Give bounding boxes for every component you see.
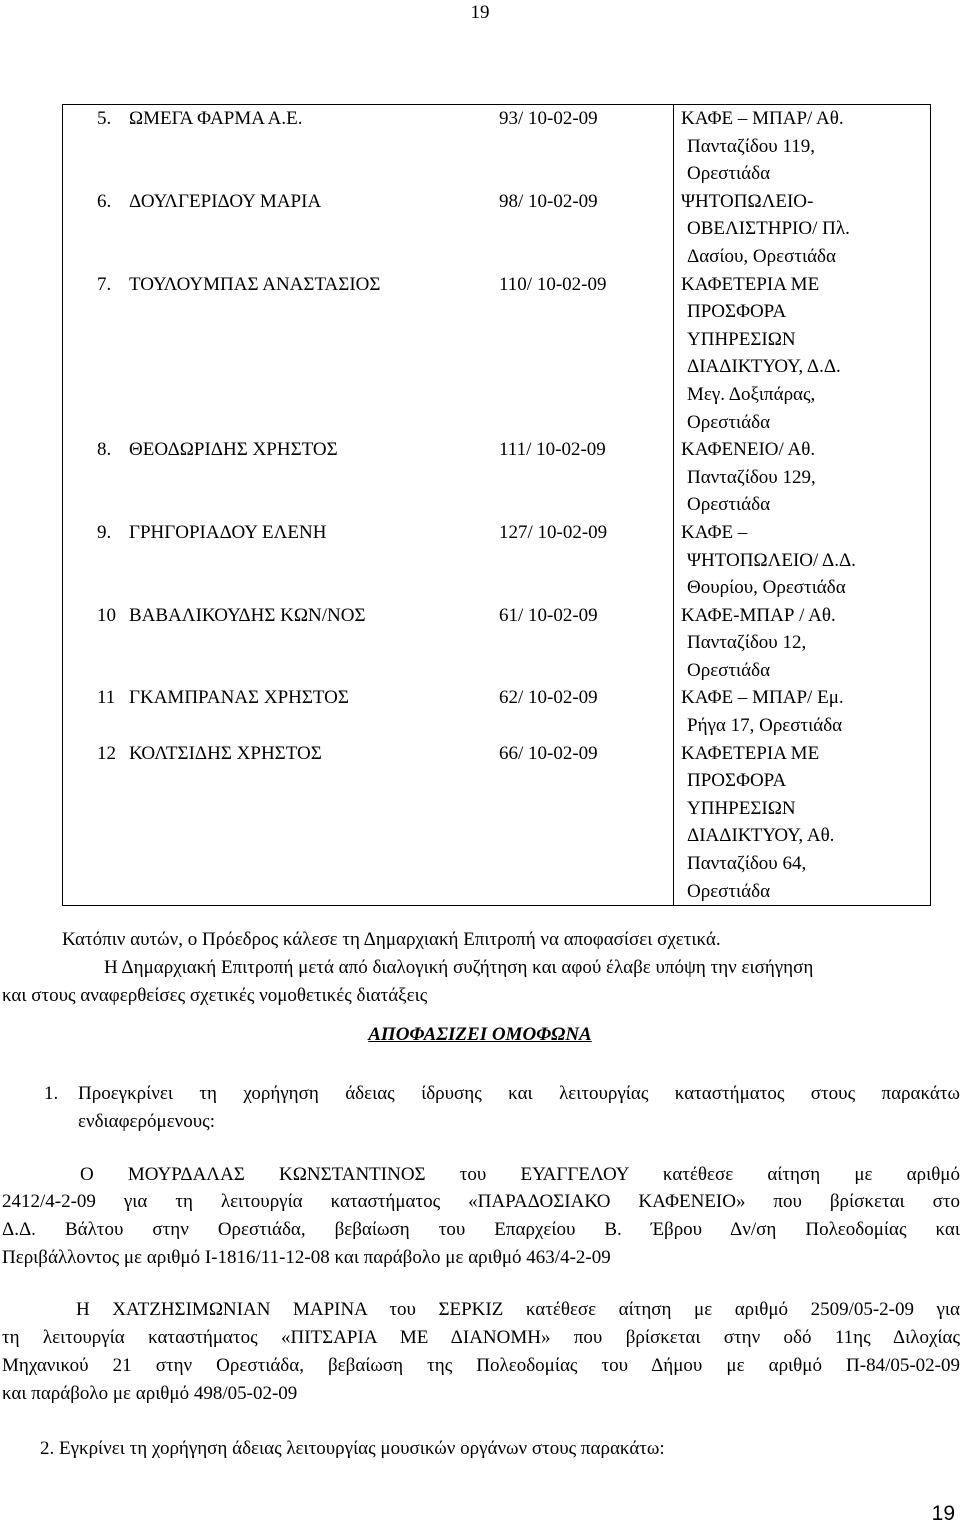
row-number: 11	[97, 687, 116, 709]
business-line: Ορεστιάδα	[687, 411, 771, 433]
business-line: Ορεστιάδα	[687, 880, 771, 902]
protocol-reference: 127/ 10-02-09	[499, 521, 608, 543]
business-description	[674, 684, 931, 739]
business-line: ΚΑΦΕΝΕΙΟ/ Αθ.	[681, 439, 816, 461]
business-line: ΚΑΦΕΤΕΡΙΑ ΜΕ	[681, 742, 820, 764]
business-line: ΠΡΟΣΦΟΡΑ	[687, 301, 787, 323]
applicant1-line2: 2412/4-2-09 για τη λειτουργία καταστήματος «ΠΑΡΑΔΟΣΙΑΚΟ ΚΑΦΕΝΕΙΟ» που βρίσκεται στο	[2, 1191, 960, 1212]
business-line: ΠΡΟΣΦΟΡΑ	[687, 770, 787, 792]
applicant1-line4: Περιβάλλοντος με αριθμό Ι-1816/11-12-08 και παράβολο με αριθμό 463/4-2-09	[2, 1247, 611, 1268]
protocol-reference: 66/ 10-02-09	[499, 742, 598, 764]
business-line: Ορεστιάδα	[687, 163, 771, 185]
business-line: Πανταζίδου 64,	[687, 853, 807, 875]
business-line: Ρήγα 17, Ορεστιάδα	[687, 715, 843, 737]
business-line: Πανταζίδου 12,	[687, 632, 807, 654]
protocol-reference: 111/ 10-02-09	[499, 439, 606, 461]
protocol-reference: 62/ 10-02-09	[499, 687, 598, 709]
table-row	[63, 602, 931, 685]
licenses-table	[62, 104, 931, 906]
applicant-name: ΔΟΥΛΓΕΡΙΔΟΥ ΜΑΡΙΑ	[129, 190, 322, 212]
applicant-name: ΚΟΛΤΣΙΔΗΣ ΧΡΗΣΤΟΣ	[129, 742, 322, 764]
table-row	[63, 684, 931, 739]
row-number: 9.	[97, 521, 112, 543]
business-line: ΚΑΦΕ – ΜΠΑΡ/ Εμ.	[681, 687, 844, 709]
business-line: ΔΙΑΔΙΚΤΥΟΥ, Δ.Δ.	[687, 356, 841, 378]
table-row	[63, 436, 931, 519]
row-number: 7.	[97, 273, 112, 295]
business-line: ΚΑΦΕ-ΜΠΑΡ / Αθ.	[681, 604, 836, 626]
table-row	[63, 188, 931, 271]
page-number-top: 19	[470, 2, 490, 23]
paragraph-committee-line1: Η Δημαρχιακή Επιτροπή μετά από διαλογική συζήτηση και αφού έλαβε υπόψη την εισήγηση	[104, 957, 814, 978]
table-row	[63, 271, 931, 437]
row-number: 12	[97, 742, 116, 764]
business-line: ΚΑΦΕΤΕΡΙΑ ΜΕ	[681, 273, 820, 295]
applicant2-line3: Μηχανικού 21 στην Ορεστιάδα, βεβαίωση της Πολεοδομίας του Δήμου με αριθμό Π-84/05-02-09	[2, 1355, 960, 1376]
business-line: Πανταζίδου 129,	[687, 466, 816, 488]
row-number: 6.	[97, 190, 112, 212]
applicant2-line2: τη λειτουργία καταστήματος «ΠΙΤΣΑΡΙΑ ΜΕ ΔΙΑΝΟΜΗ» που βρίσκεται στην οδό 11ης Διλοχίας	[2, 1327, 960, 1348]
item1-line2: ενδιαφερόμενους:	[78, 1111, 215, 1132]
applicant-name: ΓΚΑΜΠΡΑΝΑΣ ΧΡΗΣΤΟΣ	[129, 687, 349, 709]
item1-number: 1.	[44, 1083, 59, 1104]
business-line: Μεγ. Δοξιπάρας,	[687, 383, 816, 405]
applicant-name: ΓΡΗΓΟΡΙΑΔΟΥ ΕΛΕΝΗ	[129, 521, 327, 543]
table-row	[63, 740, 931, 906]
applicant1-line3: Δ.Δ. Βάλτου στην Ορεστιάδα, βεβαίωση του Επαρχείου Β. Έβρου Δν/ση Πολεοδομίας και	[2, 1219, 960, 1240]
protocol-reference: 110/ 10-02-09	[499, 273, 607, 295]
business-line: ΚΑΦΕ – ΜΠΑΡ/ Αθ.	[681, 108, 844, 129]
business-line: Πανταζίδου 119,	[687, 135, 815, 157]
table-row	[63, 105, 931, 188]
applicant2-line1: Η ΧΑΤΖΗΣΙΜΩΝΙΑΝ ΜΑΡΙΝΑ του ΣΕΡΚΙΖ κατέθεσε αίτηση με αριθμό 2509/05-2-09 για	[76, 1299, 960, 1320]
business-line: ΥΠΗΡΕΣΙΩΝ	[687, 328, 796, 350]
business-line: ΔΙΑΔΙΚΤΥΟΥ, Αθ.	[687, 825, 835, 847]
business-line: Δασίου, Ορεστιάδα	[687, 245, 836, 267]
business-description	[674, 105, 931, 188]
business-description	[674, 188, 931, 271]
table-row	[63, 519, 931, 602]
business-description	[674, 271, 931, 437]
business-line: Ορεστιάδα	[687, 659, 771, 681]
applicant-name: ΘΕΟΔΩΡΙΔΗΣ ΧΡΗΣΤΟΣ	[129, 439, 338, 461]
applicant2-line4: και παράβολο με αριθμό 498/05-02-09	[2, 1383, 298, 1404]
protocol-reference: 93/ 10-02-09	[499, 108, 598, 129]
protocol-reference: 61/ 10-02-09	[499, 604, 598, 626]
business-description	[674, 740, 931, 906]
applicant-name: ΤΟΥΛΟΥΜΠΑΣ ΑΝΑΣΤΑΣΙΟΣ	[129, 273, 381, 295]
item1-line1: Προεγκρίνει τη χορήγηση άδειας ίδρυσης και λειτουργίας καταστήματος στους παρακάτω	[78, 1083, 960, 1104]
applicant1-line1: Ο ΜΟΥΡΔΑΛΑΣ ΚΩΝΣΤΑΝΤΙΝΟΣ του ΕΥΑΓΓΕΛΟΥ κατέθεσε αίτηση με αριθμό	[80, 1164, 960, 1185]
paragraph-president: Κατόπιν αυτών, ο Πρόεδρος κάλεσε τη Δημαρχιακή Επιτροπή να αποφασίσει σχετικά.	[62, 929, 721, 950]
business-line: Θουρίου, Ορεστιάδα	[687, 577, 846, 599]
business-line: ΨΗΤΟΠΩΛΕΙΟ-	[681, 190, 814, 212]
paragraph-committee-line2: και στους αναφερθείσες σχετικές νομοθετικές διατάξεις	[2, 985, 428, 1006]
business-line: ΥΠΗΡΕΣΙΩΝ	[687, 797, 796, 819]
business-line: Ορεστιάδα	[687, 494, 771, 516]
row-number: 10	[97, 604, 116, 626]
applicant-name: ΩΜΕΓΑ ΦΑΡΜΑ Α.Ε.	[129, 108, 303, 129]
business-description	[674, 519, 931, 602]
row-number: 5.	[97, 108, 112, 129]
business-description	[674, 602, 931, 685]
protocol-reference: 98/ 10-02-09	[499, 190, 598, 212]
business-description	[674, 436, 931, 519]
page-number-bottom: 19	[931, 1502, 955, 1525]
item2-line: 2. Εγκρίνει τη χορήγηση άδειας λειτουργίας μουσικών οργάνων στους παρακάτω:	[40, 1438, 665, 1459]
business-line: ΟΒΕΛΙΣΤΗΡΙΟ/ Πλ.	[687, 218, 850, 240]
decision-heading: ΑΠΟΦΑΣΙΖΕΙ ΟΜΟΦΩΝΑ	[368, 1024, 592, 1045]
business-line: ΚΑΦΕ –	[681, 521, 748, 543]
row-number: 8.	[97, 439, 112, 461]
applicant-name: ΒΑΒΑΛΙΚΟΥΔΗΣ ΚΩΝ/ΝΟΣ	[129, 604, 366, 626]
business-line: ΨΗΤΟΠΩΛΕΙΟ/ Δ.Δ.	[687, 549, 856, 571]
